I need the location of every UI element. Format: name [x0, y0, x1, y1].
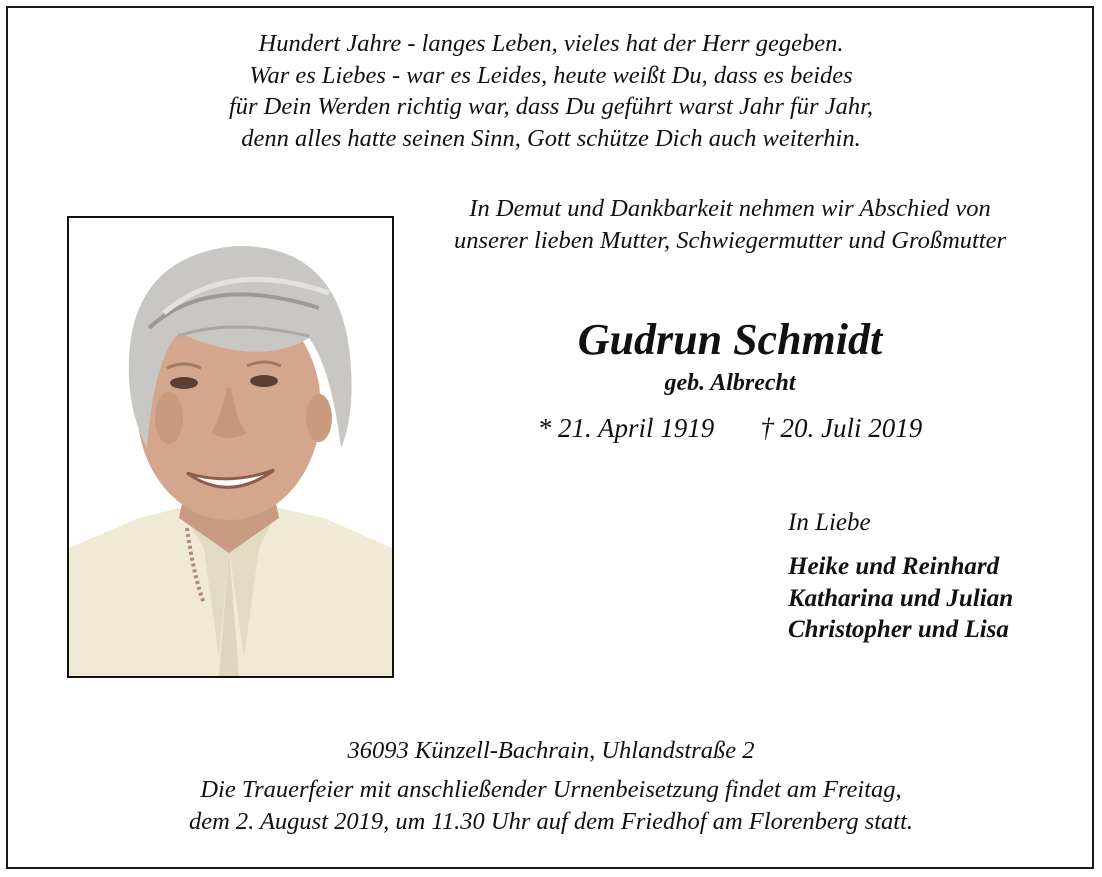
family-member: Katharina und Julian	[788, 584, 1014, 612]
poem-line: für Dein Werden richtig war, dass Du geführt warst Jahr für Jahr,	[228, 93, 874, 120]
portrait-photo	[67, 216, 394, 678]
family-member: Heike und Reinhard	[788, 553, 1000, 580]
family-member: Christopher und Lisa	[788, 616, 1009, 643]
death-date: † 20. Juli 2019	[760, 413, 923, 443]
poem-line: Hundert Jahre - langes Leben, vieles hat der Herr gegeben.	[258, 30, 844, 57]
life-dates	[400, 410, 1060, 446]
poem-line: War es Liebes - war es Leides, heute weißt Du, dass es beides	[249, 61, 853, 89]
memorial-poem	[0, 28, 1102, 154]
deceased-name: Gudrun Schmidt	[577, 315, 883, 364]
intro-line: unserer lieben Mutter, Schwiegermutter und Großmutter	[453, 226, 1007, 254]
funeral-service-info	[0, 774, 1102, 838]
mourning-address: 36093 Künzell-Bachrain, Uhlandstraße 2	[347, 737, 755, 764]
birth-name: geb. Albrecht	[664, 370, 796, 396]
service-line: dem 2. August 2019, um 11.30 Uhr auf dem Friedhof am Florenberg statt.	[188, 808, 914, 835]
farewell-intro	[400, 193, 1060, 256]
intro-line: In Demut und Dankbarkeit nehmen wir Abschied von	[469, 195, 991, 222]
birth-date: * 21. April 1919	[537, 413, 715, 443]
portrait-illustration	[69, 218, 392, 676]
poem-line: denn alles hatte seinen Sinn, Gott schütze Dich auch weiterhin.	[241, 124, 861, 152]
service-line: Die Trauerfeier mit anschließender Urnenbeisetzung findet am Freitag,	[200, 776, 902, 803]
family-signatures	[788, 551, 1013, 646]
closing-phrase: In Liebe	[788, 509, 871, 536]
